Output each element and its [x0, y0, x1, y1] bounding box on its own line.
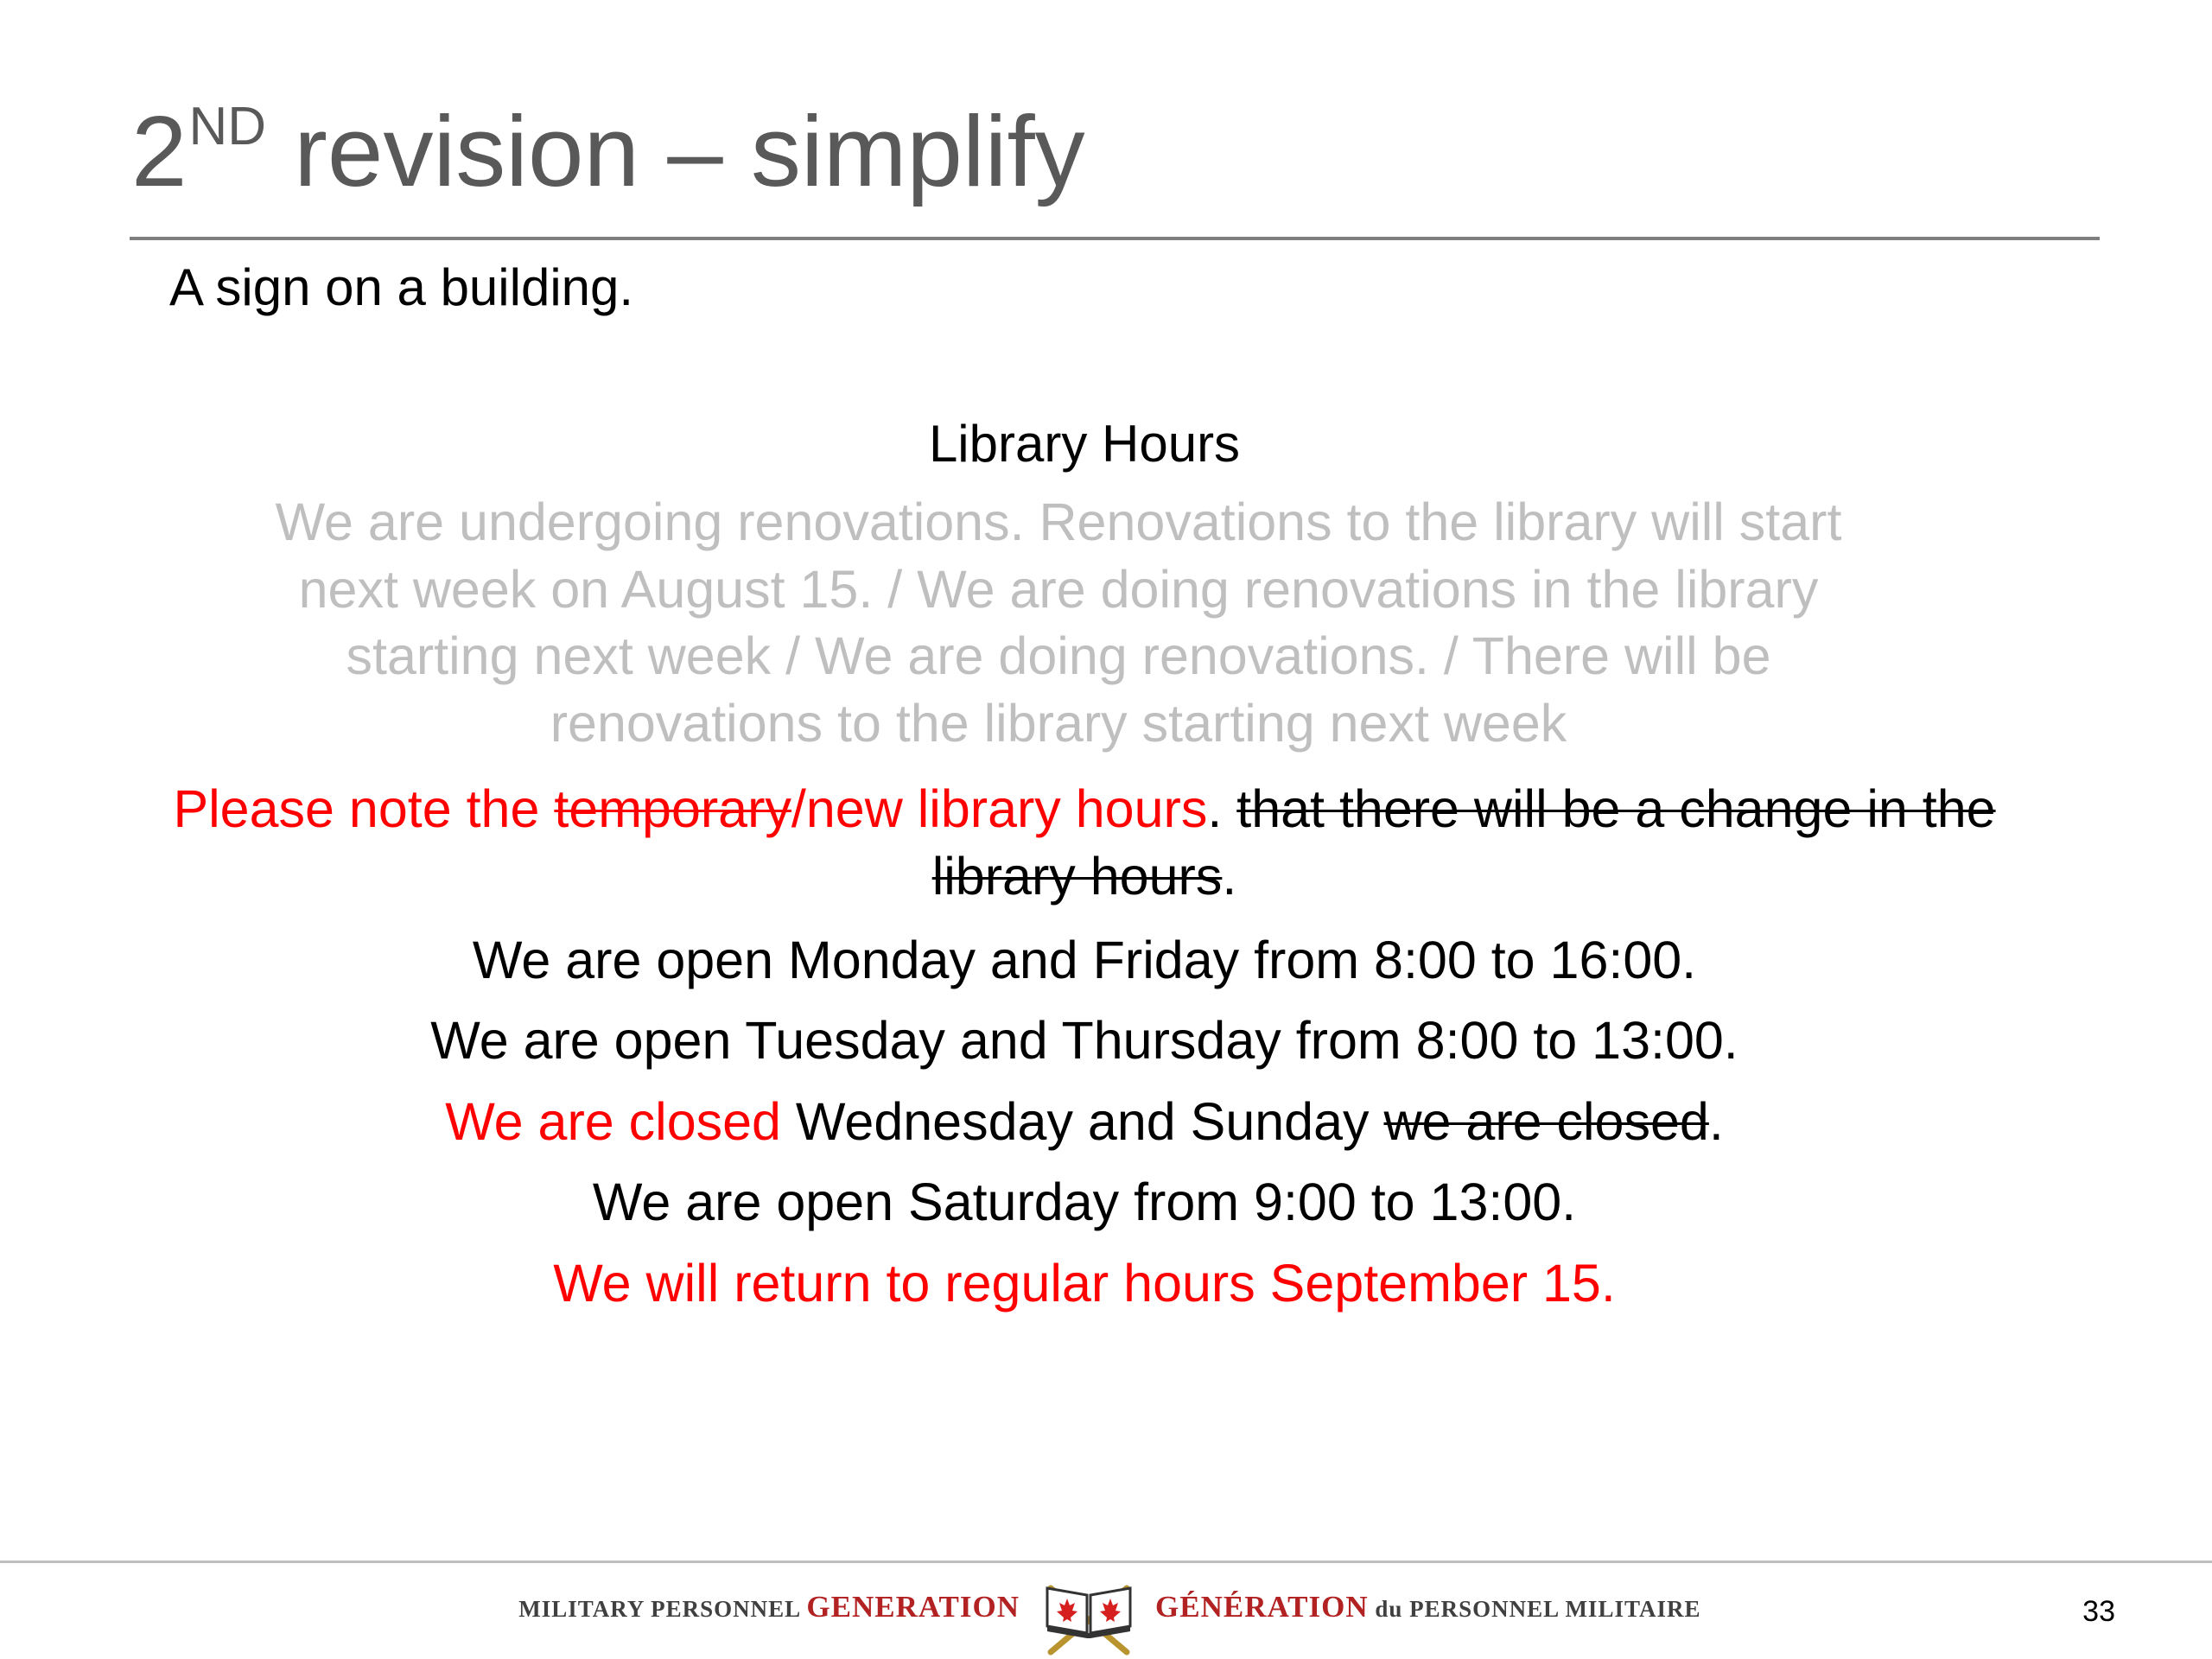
note-part-5-struck: that there will be a change in the library hours	[931, 779, 1996, 906]
page-number: 33	[2082, 1595, 2115, 1628]
title-superscript: ND	[188, 97, 267, 156]
note-part-1: Please note the	[173, 779, 555, 839]
return-line: We will return to regular hours September 15.	[553, 1253, 1616, 1313]
footer-french	[1155, 1590, 1700, 1624]
footer-english-a: MILITARY PERSONNEL	[518, 1596, 807, 1622]
footer-divider	[0, 1560, 2212, 1563]
closed-end: .	[1708, 1091, 1724, 1151]
slide-title	[131, 95, 1085, 207]
slide-subtitle: A sign on a building.	[169, 258, 634, 316]
hours-saturday: We are open Saturday from 9:00 to 13:00.	[592, 1173, 1577, 1232]
hours-tue-thu: We are open Tuesday and Thursday from 8:00 to 13:00.	[430, 1011, 1738, 1071]
title-number: 2	[131, 95, 188, 207]
hours-mon-fri: We are open Monday and Friday from 8:00 to 16:00.	[472, 931, 1697, 989]
footer-french-a: GÉNÉRATION	[1155, 1590, 1369, 1624]
closed-prefix: We are closed	[445, 1091, 781, 1151]
closed-days: Wednesday and Sunday	[780, 1091, 1384, 1151]
book-maple-leaf-swords-emblem-icon	[1035, 1569, 1142, 1659]
footer-english	[518, 1590, 1020, 1624]
hours-closed	[130, 1089, 2039, 1155]
title-divider	[130, 237, 2100, 240]
closed-struck: we are closed	[1383, 1091, 1709, 1151]
note-part-3: /new library hours	[791, 779, 1208, 839]
note-part-4: .	[1207, 779, 1237, 839]
note-part-6: .	[1222, 846, 1237, 906]
sign-heading: Library Hours	[928, 415, 1241, 473]
note-line	[130, 776, 2039, 910]
footer-english-b: GENERATION	[806, 1590, 1020, 1624]
sign-text-block	[130, 411, 2039, 1317]
footer-french-b: du	[1368, 1596, 1410, 1622]
draft-text: We are undergoing renovations. Renovations to the library will start next week on August 15. / We are doing renovations in the library starting next week / We are doing renovations. / There will be renovations to the library starting next week	[275, 493, 1842, 753]
title-text: revision – simplify	[266, 95, 1085, 207]
note-part-2-struck: temporary	[554, 779, 791, 839]
footer	[0, 1569, 2212, 1659]
footer-french-c: PERSONNEL MILITAIRE	[1409, 1596, 1701, 1622]
